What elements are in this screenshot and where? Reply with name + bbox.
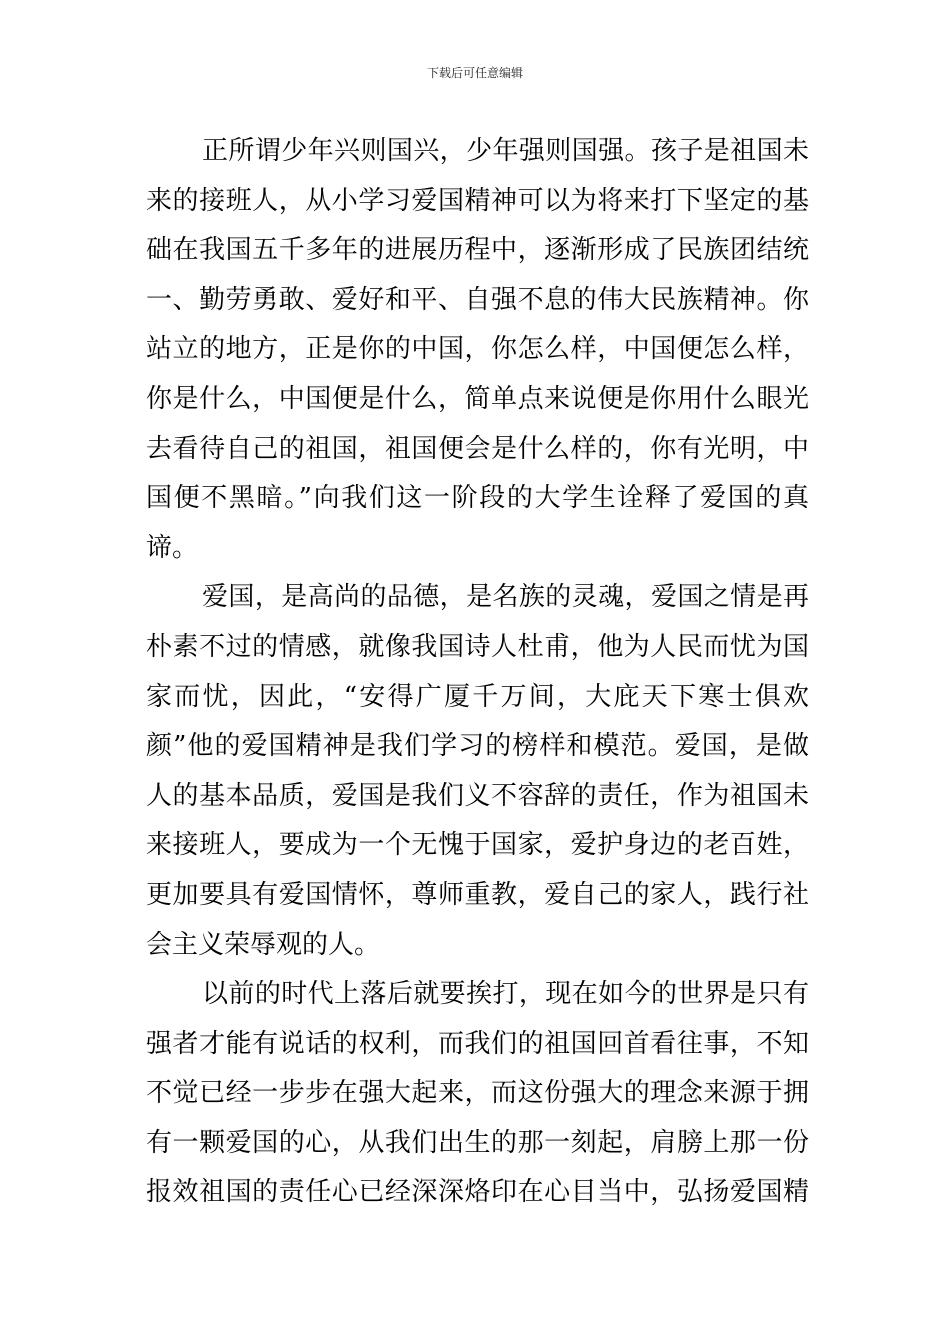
paragraph-line: 正所谓少年兴则国兴，少年强则国强。孩子是祖国未: [202, 136, 809, 166]
paragraph-line: 础在我国五千多年的进展历程中，逐渐形成了民族团结统: [146, 235, 809, 266]
paragraph-line: 来接班人，要成为一个无愧于国家，爱护身边的老百姓，: [146, 830, 809, 861]
paragraph-line: 朴素不过的情感，就像我国诗人杜甫，他为人民而忧为国: [146, 631, 809, 662]
paragraph-line: 以前的时代上落后就要挨打，现在如今的世界是只有: [202, 979, 809, 1010]
paragraph-line: 去看待自己的祖国，祖国便会是什么样的，你有光明，中: [146, 433, 809, 464]
paragraph-line: 不觉已经一步步在强大起来，而这份强大的理念来源于拥: [146, 1078, 809, 1109]
paragraph-line: 国便不黑暗。”向我们这一阶段的大学生诠释了爱国的真: [146, 483, 809, 514]
page-header-note: 下载后可任意编辑: [426, 66, 523, 80]
paragraph-line: 更加要具有爱国情怀，尊师重教，爱自己的家人，践行社: [146, 879, 809, 910]
paragraph-line: 家而忧，因此，“安得广厦千万间，大庇天下寒士俱欢: [146, 681, 809, 712]
paragraph-1: [146, 127, 809, 573]
paragraph-3: [146, 970, 809, 1218]
document-body: [146, 127, 809, 1218]
paragraph-line: 来的接班人，从小学习爱国精神可以为将来打下坚定的基: [146, 185, 809, 216]
paragraph-line: 一、勤劳勇敢、爱好和平、自强不息的伟大民族精神。你: [146, 284, 809, 315]
paragraph-line: 谛。: [146, 532, 199, 563]
paragraph-line: 你是什么，中国便是什么，简单点来说便是你用什么眼光: [146, 383, 809, 414]
paragraph-line: 颜”他的爱国精神是我们学习的榜样和模范。爱国，是做: [146, 731, 809, 762]
paragraph-line: 强者才能有说话的权利，而我们的祖国回首看往事，不知: [146, 1028, 809, 1059]
paragraph-line: 爱国，是高尚的品德，是名族的灵魂，爱国之情是再: [202, 582, 809, 613]
paragraph-2: [146, 573, 809, 970]
paragraph-line: 有一颗爱国的心，从我们出生的那一刻起，肩膀上那一份: [146, 1127, 809, 1158]
paragraph-line: 报效祖国的责任心已经深深烙印在心目当中，弘扬爱国精: [146, 1177, 809, 1208]
paragraph-line: 人的基本品质，爱国是我们义不容辞的责任，作为祖国未: [146, 780, 809, 811]
paragraph-line: 站立的地方，正是你的中国，你怎么样，中国便怎么样，: [146, 334, 809, 365]
paragraph-line: 会主义荣辱观的人。: [146, 929, 381, 960]
